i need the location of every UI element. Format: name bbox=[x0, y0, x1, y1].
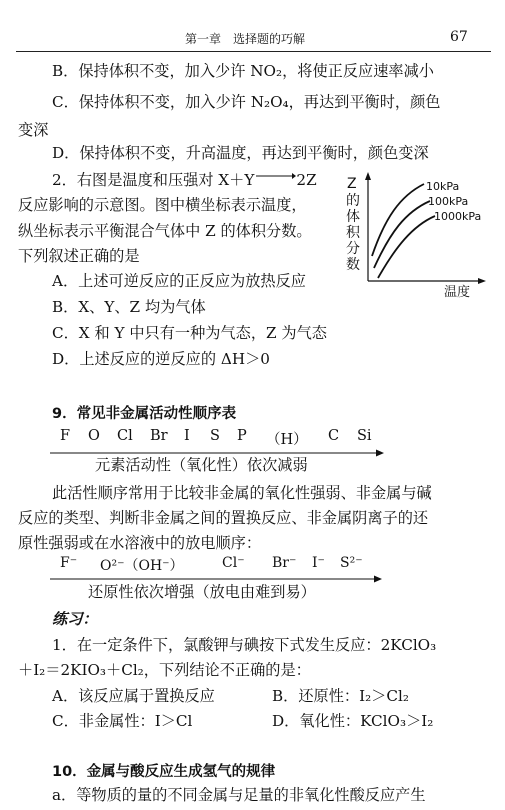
sec9-paragraph-line3: 原性强弱或在水溶液中的放电顺序： bbox=[18, 534, 261, 552]
sec9-paragraph-line2: 反应的类型、判断非金属之间的置换反应、非金属阴离子的还 bbox=[18, 509, 429, 527]
practice-option-c: C．非金属性：I＞Cl bbox=[52, 712, 193, 730]
practice-heading: 练习： bbox=[52, 610, 98, 628]
y-label-char: 体 bbox=[346, 209, 360, 225]
reversible-arrow-icon bbox=[254, 165, 296, 185]
activity-trend-label: 元素活动性（氧化性）依次减弱 bbox=[95, 456, 308, 474]
q1-option-d: D．保持体积不变，升高温度，再达到平衡时，颜色变深 bbox=[52, 144, 429, 162]
anion-symbol: Cl⁻ bbox=[222, 555, 245, 571]
series-label-100kpa: 100kPa bbox=[428, 195, 469, 208]
q2-stem-line4: 下列叙述正确的是 bbox=[18, 247, 140, 265]
y-axis-arrow bbox=[365, 172, 371, 180]
practice-option-b: B．还原性：I₂＞Cl₂ bbox=[272, 687, 409, 705]
element-symbol: Br bbox=[150, 428, 168, 444]
element-symbol: Cl bbox=[117, 428, 133, 444]
anion-order-row bbox=[60, 555, 380, 575]
nonmetal-order-row bbox=[60, 428, 385, 448]
y-label-char: 分 bbox=[346, 241, 360, 257]
q1-option-b: B．保持体积不变，加入少许 NO₂，将使正反应速率减小 bbox=[52, 62, 434, 80]
q2-stem-line1: 2．右图是温度和压强对 X＋Y 2Z bbox=[52, 170, 317, 190]
q2-option-d: D．上述反应的逆反应的 ΔH＞0 bbox=[52, 350, 270, 368]
y-label-char: Z bbox=[347, 176, 357, 192]
curve-1000kpa bbox=[378, 216, 435, 278]
y-axis-label bbox=[346, 176, 361, 273]
running-header: 第一章 选择题的巧解 bbox=[185, 32, 306, 46]
q1-option-c: C．保持体积不变，加入少许 N₂O₄，再达到平衡时，颜色 bbox=[52, 93, 441, 111]
series-label-10kpa: 10kPa bbox=[426, 180, 460, 193]
practice-q1-line1: 1．在一定条件下，氯酸钾与碘按下式发生反应：2KClO₃ bbox=[52, 636, 437, 654]
reducibility-trend-label: 还原性依次增强（放电由难到易） bbox=[88, 583, 316, 601]
curve-100kpa bbox=[374, 201, 430, 268]
practice-option-a: A．该反应属于置换反应 bbox=[52, 687, 215, 705]
anion-symbol: O²⁻（OH⁻） bbox=[100, 558, 184, 574]
anion-symbol: I⁻ bbox=[312, 555, 325, 571]
sec10-line1: a．等物质的量的不同金属与足量的非氧化性酸反应产生 bbox=[52, 786, 426, 804]
q2-option-a: A．上述可逆反应的正反应为放热反应 bbox=[52, 272, 306, 290]
q2-stem-line3: 纵坐标表示平衡混合气体中 Z 的体积分数。 bbox=[18, 222, 312, 240]
q1-option-c-cont: 变深 bbox=[18, 121, 49, 139]
element-symbol: （H） bbox=[266, 432, 308, 448]
element-symbol: Si bbox=[357, 428, 372, 444]
element-symbol: F bbox=[60, 428, 71, 444]
section-9-title: 9．常见非金属活动性顺序表 bbox=[52, 406, 237, 422]
sec9-paragraph-line1: 此活性顺序常用于比较非金属的氧化性强弱、非金属与碱 bbox=[52, 484, 432, 502]
x-axis-label: 温度 bbox=[444, 285, 471, 300]
page-number: 67 bbox=[450, 29, 468, 45]
q2-stem-line2: 反应影响的示意图。图中横坐标表示温度， bbox=[18, 196, 307, 214]
anion-symbol: S²⁻ bbox=[340, 555, 363, 571]
y-label-char: 数 bbox=[346, 257, 360, 273]
anion-symbol: F⁻ bbox=[60, 555, 78, 571]
practice-q1-line2: ＋I₂＝2KIO₃＋Cl₂，下列结论不正确的是： bbox=[18, 661, 311, 679]
element-symbol: S bbox=[210, 428, 220, 444]
element-symbol: I bbox=[184, 428, 190, 444]
y-label-char: 积 bbox=[346, 225, 360, 241]
element-symbol: C bbox=[328, 428, 340, 444]
x-axis-arrow bbox=[478, 278, 486, 284]
y-label-char: 的 bbox=[346, 193, 360, 209]
anion-symbol: Br⁻ bbox=[272, 555, 297, 571]
element-symbol: P bbox=[237, 428, 247, 444]
pressure-temperature-chart bbox=[340, 168, 490, 303]
header-rule bbox=[16, 51, 491, 52]
element-symbol: O bbox=[88, 428, 100, 444]
curve-10kpa bbox=[372, 184, 424, 256]
q2-option-c: C．X 和 Y 中只有一种为气态，Z 为气态 bbox=[52, 324, 327, 342]
practice-option-d: D．氧化性：KClO₃＞I₂ bbox=[272, 712, 434, 730]
q2-option-b: B．X、Y、Z 均为气体 bbox=[52, 298, 206, 316]
series-label-1000kpa: 1000kPa bbox=[434, 210, 482, 223]
section-10-title: 10．金属与酸反应生成氢气的规律 bbox=[52, 764, 276, 780]
